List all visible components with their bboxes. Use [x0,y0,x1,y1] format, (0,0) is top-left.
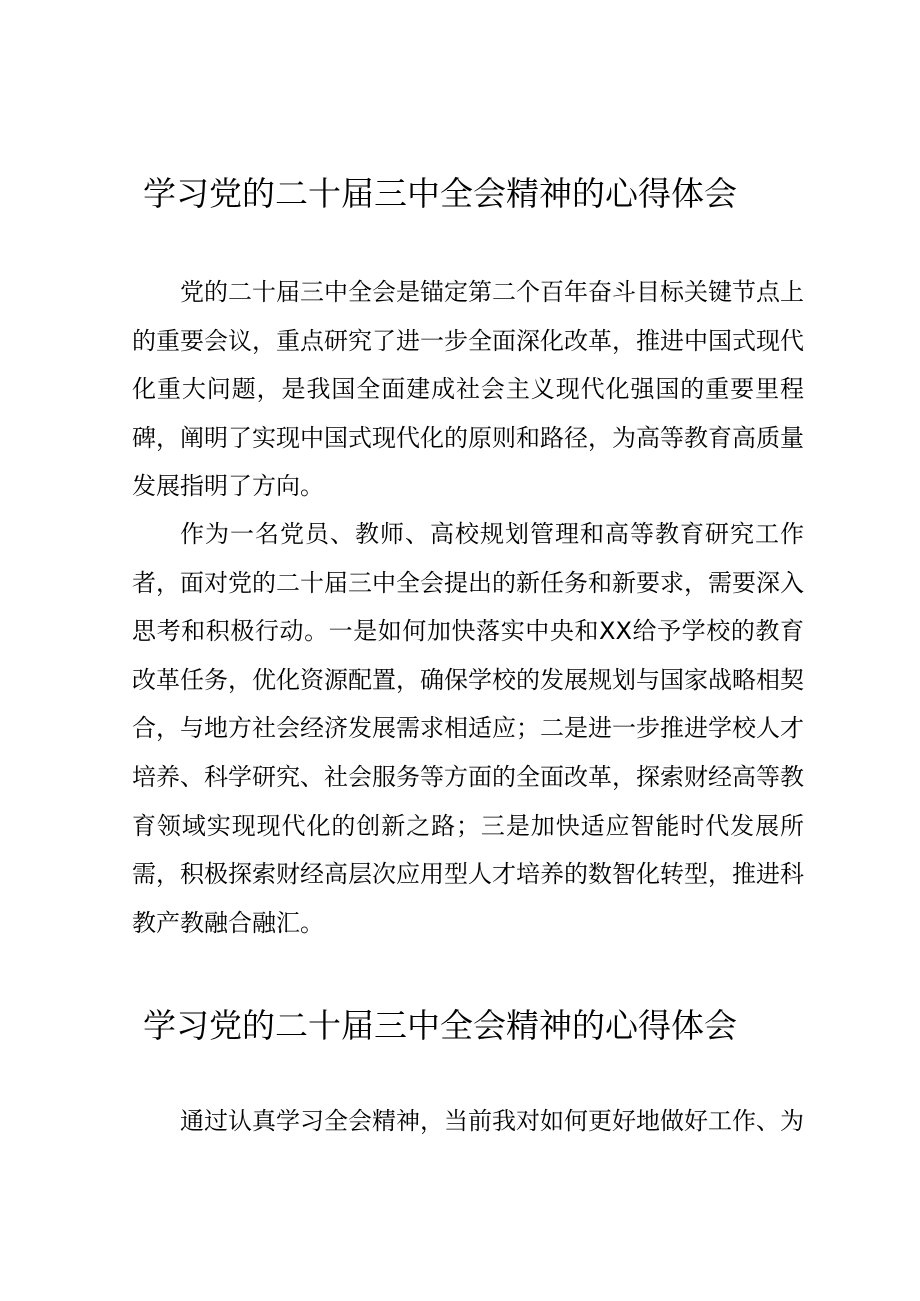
section-1-title: 学习党的二十届三中全会精神的心得体会 [143,174,737,213]
section-2-title: 学习党的二十届三中全会精神的心得体会 [143,1006,737,1045]
section-1-paragraph-1: 党的二十届三中全会是锚定第二个百年奋斗目标关键节点上的重要会议，重点研究了进一步全面深化改革，推进中国式现代化重大问题，是我国全面建成社会主义现代化强国的重要里程碑，阐明了实现中国式现代化的原则和路径，为高等教育高质量发展指明了方向。 [132,278,804,501]
section-1-paragraph-2: 作为一名党员、教师、高校规划管理和高等教育研究工作者，面对党的二十届三中全会提出的新任务和新要求，需要深入思考和积极行动。一是如何加快落实中央和XX给予学校的教育改革任务，优化资源配置，确保学校的发展规划与国家战略相契合，与地方社会经济发展需求相适应；二是进一步推进学校人才培养、科学研究、社会服务等方面的全面改革，探索财经高等教育领域实现现代化的创新之路；三是加快适应智能时代发展所需，积极探索财经高层次应用型人才培养的数智化转型，推进科教产教融合融汇。 [132,520,804,937]
section-2-paragraph-1: 通过认真学习全会精神，当前我对如何更好地做好工作、为 [180,1107,804,1135]
